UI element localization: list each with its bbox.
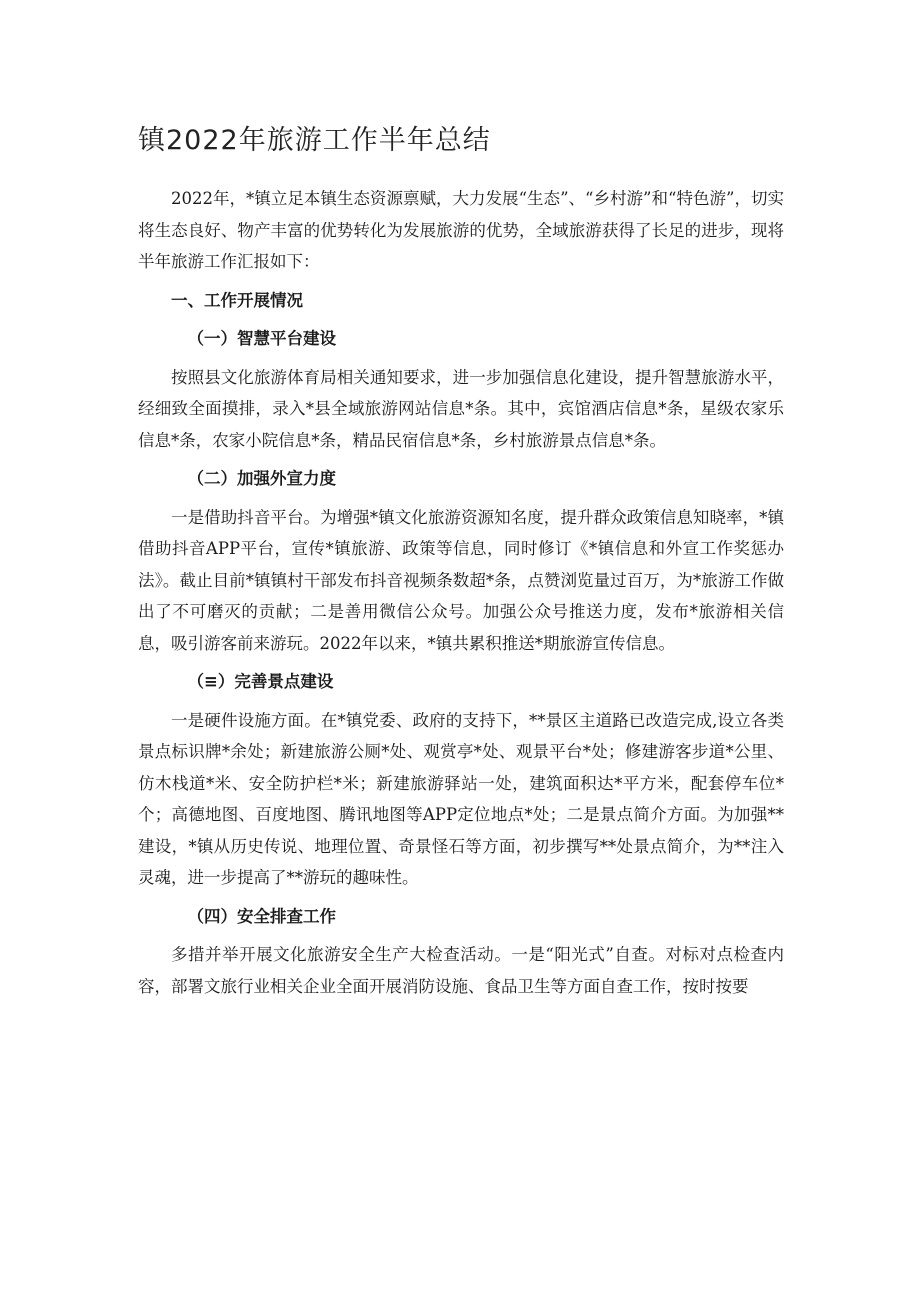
document-title: 镇2022年旅游工作半年总结 (138, 125, 491, 156)
intro-paragraph: 2022年，*镇立足本镇生态资源禀赋，大力发展“生态”、“乡村游”和“特色游”，切实将生态良好、物产丰富的优势转化为发展旅游的优势，全域旅游获得了长足的进步，现将半年旅游工作汇报如下： (138, 189, 784, 271)
document-body (138, 183, 784, 1002)
section-heading-work-progress: 一、工作开展情况 (171, 290, 303, 310)
paragraph-smart-platform: 按照县文化旅游体育局相关通知要求，进一步加强信息化建设，提升智慧旅游水平，经细致全面摸排，录入*县全域旅游网站信息*条。其中，宾馆酒店信息*条，星级农家乐信息*条，农家小院信息*条，精品民宿信息*条，乡村旅游景点信息*条。 (138, 367, 784, 450)
subsection-heading-safety-check: （四）安全排查工作 (187, 906, 336, 926)
subsection-heading-smart-platform: （一）智慧平台建设 (187, 329, 336, 348)
paragraph-publicity: 一是借助抖音平台。为增强*镇文化旅游资源知名度，提升群众政策信息知晓率，*镇借助抖音APP平台，宣传*镇旅游、政策等信息，同时修订《*镇信息和外宣工作奖惩办法》。截止目前*镇镇村干部发布抖音视频条数超*条，点赞浏览量过百万，为*旅游工作做出了不可磨灭的贡献；二是善用微信公众号。加强公众号推送力度，发布*旅游相关信息，吸引游客前来游玩。2022年以来，*镇共累积推送*期旅游宣传信息。 (138, 507, 784, 653)
paragraph-scenic-spots: 一是硬件设施方面。在*镇党委、政府的支持下，**景区主道路已改造完成,设立各类景点标识牌*余处；新建旅游公厕*处、观赏亭*处、观景平台*处；修建游客步道*公里、仿木栈道*米、安全防护栏*米；新建旅游驿站一处，建筑面积达*平方米，配套停车位*个；高德地图、百度地图、腾讯地图等APP定位地点*处；二是景点简介方面。为加强**建设，*镇从历史传说、地理位置、奇景怪石等方面，初步撰写**处景点简介，为**注入灵魂，进一步提高了**游玩的趣味性。 (138, 710, 784, 887)
subsection-heading-scenic-spots: （≡）完善景点建设 (187, 672, 334, 691)
paragraph-safety-check: 多措并举开展文化旅游安全生产大检查活动。一是“阳光式”自查。对标对点检查内容，部署文旅行业相关企业全面开展消防设施、食品卫生等方面自查工作，按时按要 (138, 945, 784, 996)
subsection-heading-publicity: （二）加强外宣力度 (187, 469, 336, 488)
